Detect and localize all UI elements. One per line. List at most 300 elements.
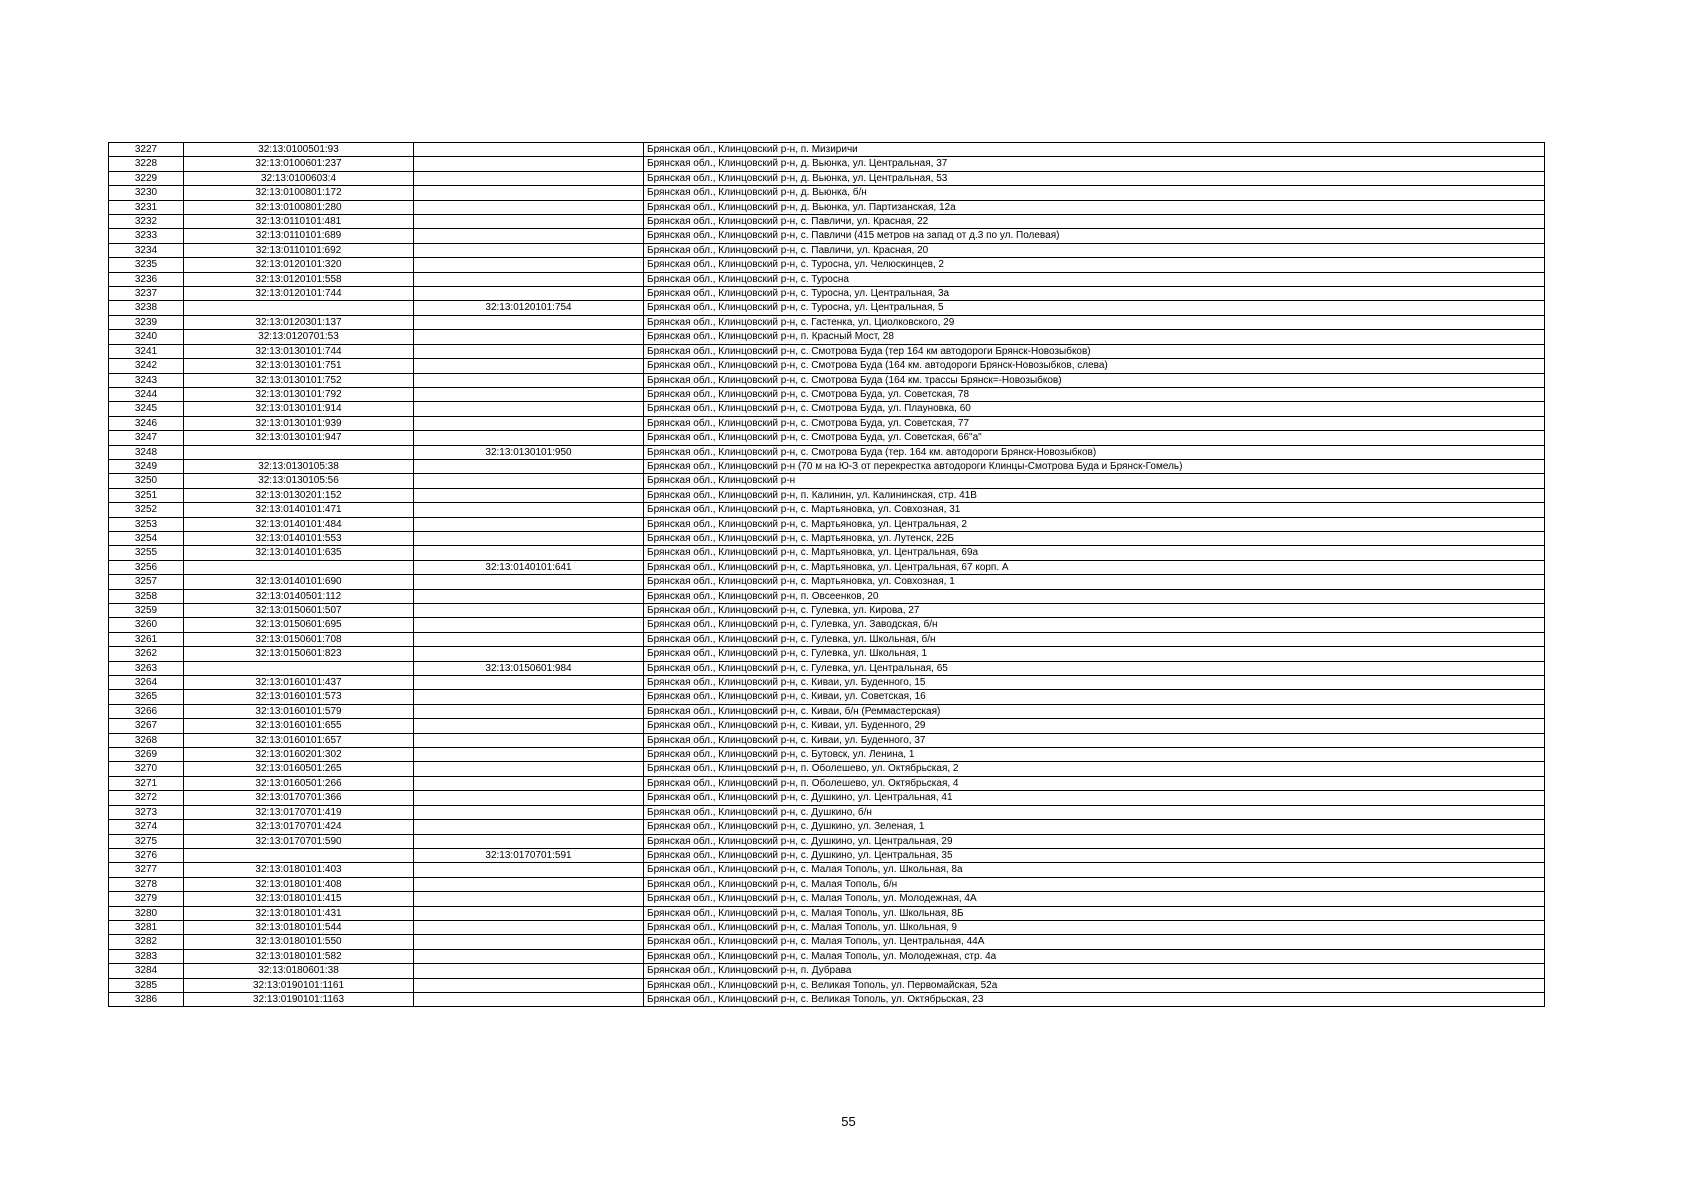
address-cell: Брянская обл., Клинцовский р-н, с. Душкино, ул. Центральная, 29	[644, 834, 1545, 848]
cadastral-number-alt-cell	[414, 748, 644, 762]
cadastral-number-alt-cell	[414, 344, 644, 358]
table-row	[109, 618, 1545, 632]
address-cell: Брянская обл., Клинцовский р-н, с. Малая Тополь, б/н	[644, 877, 1545, 891]
cadastral-number-alt-cell	[414, 157, 644, 171]
table-row	[109, 647, 1545, 661]
row-number-cell: 3283	[109, 949, 184, 963]
table-row	[109, 733, 1545, 747]
row-number-cell: 3261	[109, 632, 184, 646]
cadastral-number-alt-cell	[414, 171, 644, 185]
address-cell: Брянская обл., Клинцовский р-н, п. Красный Мост, 28	[644, 330, 1545, 344]
cadastral-number-cell: 32:13:0110101:481	[184, 215, 414, 229]
table-row	[109, 848, 1545, 862]
cadastral-number-cell: 32:13:0120701:53	[184, 330, 414, 344]
cadastral-number-cell: 32:13:0170701:419	[184, 805, 414, 819]
address-cell: Брянская обл., Клинцовский р-н, с. Мартьяновка, ул. Центральная, 67 корп. А	[644, 560, 1545, 574]
table-row	[109, 546, 1545, 560]
address-cell: Брянская обл., Клинцовский р-н, с. Туросна, ул. Челюскинцев, 2	[644, 258, 1545, 272]
address-cell: Брянская обл., Клинцовский р-н, с. Мартьяновка, ул. Центральная, 69а	[644, 546, 1545, 560]
table-row	[109, 431, 1545, 445]
row-number-cell: 3270	[109, 762, 184, 776]
row-number-cell: 3257	[109, 575, 184, 589]
cadastral-number-cell: 32:13:0160101:437	[184, 676, 414, 690]
cadastral-number-alt-cell	[414, 935, 644, 949]
address-cell: Брянская обл., Клинцовский р-н, с. Смотрова Буда, ул. Советская, 77	[644, 416, 1545, 430]
cadastral-number-alt-cell	[414, 892, 644, 906]
cadastral-number-alt-cell	[414, 474, 644, 488]
cadastral-number-alt-cell	[414, 820, 644, 834]
row-number-cell: 3263	[109, 661, 184, 675]
address-cell: Брянская обл., Клинцовский р-н, с. Гулевка, ул. Школьная, б/н	[644, 632, 1545, 646]
address-cell: Брянская обл., Клинцовский р-н, с. Душкино, б/н	[644, 805, 1545, 819]
cadastral-number-cell: 32:13:0120101:558	[184, 272, 414, 286]
cadastral-number-cell: 32:13:0130105:56	[184, 474, 414, 488]
table-row	[109, 229, 1545, 243]
table-row	[109, 387, 1545, 401]
table-row	[109, 143, 1545, 157]
row-number-cell: 3282	[109, 935, 184, 949]
address-cell: Брянская обл., Клинцовский р-н, с. Киваи, ул. Буденного, 37	[644, 733, 1545, 747]
address-cell: Брянская обл., Клинцовский р-н, с. Душкино, ул. Центральная, 35	[644, 848, 1545, 862]
cadastral-number-alt-cell: 32:13:0170701:591	[414, 848, 644, 862]
row-number-cell: 3252	[109, 503, 184, 517]
row-number-cell: 3246	[109, 416, 184, 430]
row-number-cell: 3275	[109, 834, 184, 848]
cadastral-number-alt-cell	[414, 215, 644, 229]
row-number-cell: 3273	[109, 805, 184, 819]
address-cell: Брянская обл., Клинцовский р-н, с. Смотрова Буда, ул. Советская, 66"а"	[644, 431, 1545, 445]
address-cell: Брянская обл., Клинцовский р-н, п. Мизиричи	[644, 143, 1545, 157]
cadastral-number-cell: 32:13:0180101:544	[184, 920, 414, 934]
row-number-cell: 3254	[109, 531, 184, 545]
row-number-cell: 3228	[109, 157, 184, 171]
row-number-cell: 3267	[109, 719, 184, 733]
cadastral-number-cell: 32:13:0100801:280	[184, 200, 414, 214]
cadastral-number-alt-cell	[414, 330, 644, 344]
address-cell: Брянская обл., Клинцовский р-н, с. Павличи, ул. Красная, 22	[644, 215, 1545, 229]
cadastral-number-alt-cell	[414, 531, 644, 545]
cadastral-number-cell: 32:13:0120101:744	[184, 287, 414, 301]
row-number-cell: 3249	[109, 459, 184, 473]
table-row	[109, 920, 1545, 934]
table-row	[109, 575, 1545, 589]
row-number-cell: 3243	[109, 373, 184, 387]
page-number: 55	[841, 1114, 856, 1129]
address-cell: Брянская обл., Клинцовский р-н, п. Овсеенков, 20	[644, 589, 1545, 603]
address-cell: Брянская обл., Клинцовский р-н, с. Киваи, ул. Буденного, 15	[644, 676, 1545, 690]
table-row	[109, 748, 1545, 762]
cadastral-number-cell	[184, 848, 414, 862]
cadastral-number-cell: 32:13:0130101:751	[184, 359, 414, 373]
table-row	[109, 531, 1545, 545]
cadastral-number-cell: 32:13:0150601:708	[184, 632, 414, 646]
row-number-cell: 3281	[109, 920, 184, 934]
table-row	[109, 834, 1545, 848]
table-row	[109, 359, 1545, 373]
cadastral-number-alt-cell	[414, 992, 644, 1006]
cadastral-number-alt-cell	[414, 373, 644, 387]
cadastral-number-alt-cell	[414, 877, 644, 891]
row-number-cell: 3266	[109, 704, 184, 718]
cadastral-number-alt-cell	[414, 920, 644, 934]
row-number-cell: 3259	[109, 604, 184, 618]
cadastral-number-alt-cell: 32:13:0150601:984	[414, 661, 644, 675]
cadastral-number-cell: 32:13:0100801:172	[184, 186, 414, 200]
cadastral-number-cell: 32:13:0190101:1163	[184, 992, 414, 1006]
cadastral-number-alt-cell	[414, 647, 644, 661]
cadastral-number-cell: 32:13:0140101:553	[184, 531, 414, 545]
table-row	[109, 243, 1545, 257]
row-number-cell: 3253	[109, 517, 184, 531]
row-number-cell: 3239	[109, 315, 184, 329]
address-cell: Брянская обл., Клинцовский р-н, с. Малая Тополь, ул. Молодежная, 4А	[644, 892, 1545, 906]
address-cell: Брянская обл., Клинцовский р-н, д. Вьюнка, ул. Партизанская, 12а	[644, 200, 1545, 214]
table-row	[109, 992, 1545, 1006]
address-cell: Брянская обл., Клинцовский р-н, с. Павличи (415 метров на запад от д.3 по ул. Полевая)	[644, 229, 1545, 243]
cadastral-number-cell: 32:13:0130105:38	[184, 459, 414, 473]
cadastral-number-alt-cell	[414, 906, 644, 920]
address-cell: Брянская обл., Клинцовский р-н, п. Оболешево, ул. Октябрьская, 2	[644, 762, 1545, 776]
cadastral-number-alt-cell: 32:13:0120101:754	[414, 301, 644, 315]
table-row	[109, 330, 1545, 344]
address-cell: Брянская обл., Клинцовский р-н	[644, 474, 1545, 488]
cadastral-number-cell: 32:13:0160101:579	[184, 704, 414, 718]
address-cell: Брянская обл., Клинцовский р-н, с. Туросна, ул. Центральная, 5	[644, 301, 1545, 315]
cadastral-number-cell: 32:13:0180101:415	[184, 892, 414, 906]
row-number-cell: 3227	[109, 143, 184, 157]
table-row	[109, 157, 1545, 171]
table-row	[109, 964, 1545, 978]
cadastral-number-alt-cell	[414, 359, 644, 373]
table-row	[109, 719, 1545, 733]
cadastral-number-cell: 32:13:0180101:431	[184, 906, 414, 920]
cadastral-number-cell: 32:13:0160101:655	[184, 719, 414, 733]
table-row	[109, 676, 1545, 690]
row-number-cell: 3229	[109, 171, 184, 185]
cadastral-number-cell: 32:13:0160501:265	[184, 762, 414, 776]
table-row	[109, 935, 1545, 949]
property-table	[108, 142, 1545, 1007]
table-row	[109, 776, 1545, 790]
cadastral-number-alt-cell	[414, 229, 644, 243]
row-number-cell: 3265	[109, 690, 184, 704]
cadastral-number-alt-cell	[414, 604, 644, 618]
address-cell: Брянская обл., Клинцовский р-н, д. Вьюнка, ул. Центральная, 37	[644, 157, 1545, 171]
cadastral-number-cell: 32:13:0130101:947	[184, 431, 414, 445]
table-row	[109, 215, 1545, 229]
address-cell: Брянская обл., Клинцовский р-н, с. Гастенка, ул. Циолковского, 29	[644, 315, 1545, 329]
cadastral-number-alt-cell	[414, 287, 644, 301]
table-row	[109, 704, 1545, 718]
row-number-cell: 3271	[109, 776, 184, 790]
table-row	[109, 906, 1545, 920]
cadastral-number-cell	[184, 445, 414, 459]
row-number-cell: 3286	[109, 992, 184, 1006]
table-row	[109, 589, 1545, 603]
table-row	[109, 445, 1545, 459]
cadastral-number-cell	[184, 661, 414, 675]
address-cell: Брянская обл., Клинцовский р-н, с. Гулевка, ул. Кирова, 27	[644, 604, 1545, 618]
cadastral-number-cell: 32:13:0130101:792	[184, 387, 414, 401]
row-number-cell: 3240	[109, 330, 184, 344]
table-row	[109, 200, 1545, 214]
cadastral-number-alt-cell	[414, 776, 644, 790]
row-number-cell: 3235	[109, 258, 184, 272]
cadastral-number-cell: 32:13:0100603:4	[184, 171, 414, 185]
row-number-cell: 3244	[109, 387, 184, 401]
table-row	[109, 373, 1545, 387]
address-cell: Брянская обл., Клинцовский р-н, с. Мартьяновка, ул. Центральная, 2	[644, 517, 1545, 531]
address-cell: Брянская обл., Клинцовский р-н, с. Бутовск, ул. Ленина, 1	[644, 748, 1545, 762]
cadastral-number-cell: 32:13:0170701:590	[184, 834, 414, 848]
row-number-cell: 3238	[109, 301, 184, 315]
cadastral-number-cell: 32:13:0180101:550	[184, 935, 414, 949]
cadastral-number-cell: 32:13:0140101:471	[184, 503, 414, 517]
table-row	[109, 892, 1545, 906]
address-cell: Брянская обл., Клинцовский р-н, с. Киваи, ул. Буденного, 29	[644, 719, 1545, 733]
table-row	[109, 517, 1545, 531]
row-number-cell: 3278	[109, 877, 184, 891]
cadastral-number-cell: 32:13:0180101:403	[184, 863, 414, 877]
cadastral-number-alt-cell	[414, 243, 644, 257]
cadastral-number-cell: 32:13:0160101:657	[184, 733, 414, 747]
cadastral-number-alt-cell: 32:13:0140101:641	[414, 560, 644, 574]
address-cell: Брянская обл., Клинцовский р-н (70 м на Ю-З от перекрестка автодороги Клинцы-Смотрова Буда и Брянск-Гомель)	[644, 459, 1545, 473]
cadastral-number-cell: 32:13:0150601:695	[184, 618, 414, 632]
row-number-cell: 3272	[109, 791, 184, 805]
row-number-cell: 3234	[109, 243, 184, 257]
table-row	[109, 171, 1545, 185]
cadastral-number-alt-cell	[414, 791, 644, 805]
cadastral-number-cell	[184, 301, 414, 315]
cadastral-number-cell: 32:13:0150601:823	[184, 647, 414, 661]
cadastral-number-cell: 32:13:0140501:112	[184, 589, 414, 603]
cadastral-number-cell: 32:13:0110101:692	[184, 243, 414, 257]
cadastral-number-alt-cell	[414, 733, 644, 747]
address-cell: Брянская обл., Клинцовский р-н, с. Мартьяновка, ул. Совхозная, 31	[644, 503, 1545, 517]
row-number-cell: 3230	[109, 186, 184, 200]
table-row	[109, 661, 1545, 675]
cadastral-number-alt-cell	[414, 200, 644, 214]
table-row	[109, 604, 1545, 618]
address-cell: Брянская обл., Клинцовский р-н, п. Дубрава	[644, 964, 1545, 978]
address-cell: Брянская обл., Клинцовский р-н, с. Мартьяновка, ул. Совхозная, 1	[644, 575, 1545, 589]
address-cell: Брянская обл., Клинцовский р-н, с. Малая Тополь, ул. Школьная, 8Б	[644, 906, 1545, 920]
cadastral-number-alt-cell	[414, 517, 644, 531]
address-cell: Брянская обл., Клинцовский р-н, с. Смотрова Буда (тер. 164 км. автодороги Брянск-Новозыбков)	[644, 445, 1545, 459]
row-number-cell: 3284	[109, 964, 184, 978]
table-row	[109, 877, 1545, 891]
address-cell: Брянская обл., Клинцовский р-н, с. Душкино, ул. Центральная, 41	[644, 791, 1545, 805]
row-number-cell: 3247	[109, 431, 184, 445]
cadastral-number-alt-cell	[414, 143, 644, 157]
cadastral-number-cell: 32:13:0130201:152	[184, 488, 414, 502]
table-row	[109, 287, 1545, 301]
cadastral-number-alt-cell	[414, 402, 644, 416]
table-row	[109, 315, 1545, 329]
address-cell: Брянская обл., Клинцовский р-н, с. Гулевка, ул. Заводская, б/н	[644, 618, 1545, 632]
row-number-cell: 3277	[109, 863, 184, 877]
table-row	[109, 762, 1545, 776]
cadastral-number-cell: 32:13:0130101:752	[184, 373, 414, 387]
address-cell: Брянская обл., Клинцовский р-н, д. Вьюнка, б/н	[644, 186, 1545, 200]
row-number-cell: 3260	[109, 618, 184, 632]
cadastral-number-alt-cell	[414, 503, 644, 517]
cadastral-number-alt-cell: 32:13:0130101:950	[414, 445, 644, 459]
cadastral-number-cell: 32:13:0170701:424	[184, 820, 414, 834]
cadastral-number-cell: 32:13:0120301:137	[184, 315, 414, 329]
address-cell: Брянская обл., Клинцовский р-н, с. Туросна, ул. Центральная, 3а	[644, 287, 1545, 301]
cadastral-number-cell: 32:13:0130101:744	[184, 344, 414, 358]
table-row	[109, 632, 1545, 646]
table-row	[109, 459, 1545, 473]
table-row	[109, 416, 1545, 430]
cadastral-number-cell: 32:13:0120101:320	[184, 258, 414, 272]
cadastral-number-alt-cell	[414, 589, 644, 603]
table-row	[109, 301, 1545, 315]
address-cell: Брянская обл., Клинцовский р-н, с. Гулевка, ул. Центральная, 65	[644, 661, 1545, 675]
table-row	[109, 805, 1545, 819]
cadastral-number-alt-cell	[414, 690, 644, 704]
cadastral-number-cell: 32:13:0160201:302	[184, 748, 414, 762]
address-cell: Брянская обл., Клинцовский р-н, д. Вьюнка, ул. Центральная, 53	[644, 171, 1545, 185]
address-cell: Брянская обл., Клинцовский р-н, с. Смотрова Буда, ул. Плауновка, 60	[644, 402, 1545, 416]
address-cell: Брянская обл., Клинцовский р-н, с. Малая Тополь, ул. Молодежная, стр. 4а	[644, 949, 1545, 963]
table-row	[109, 820, 1545, 834]
row-number-cell: 3233	[109, 229, 184, 243]
address-cell: Брянская обл., Клинцовский р-н, с. Смотрова Буда (164 км. автодороги Брянск-Новозыбков, слева)	[644, 359, 1545, 373]
table-row	[109, 560, 1545, 574]
address-cell: Брянская обл., Клинцовский р-н, с. Гулевка, ул. Школьная, 1	[644, 647, 1545, 661]
address-cell: Брянская обл., Клинцовский р-н, п. Оболешево, ул. Октябрьская, 4	[644, 776, 1545, 790]
cadastral-number-alt-cell	[414, 978, 644, 992]
cadastral-number-alt-cell	[414, 719, 644, 733]
cadastral-number-cell: 32:13:0180101:582	[184, 949, 414, 963]
cadastral-number-cell: 32:13:0130101:939	[184, 416, 414, 430]
row-number-cell: 3274	[109, 820, 184, 834]
cadastral-number-cell: 32:13:0190101:1161	[184, 978, 414, 992]
cadastral-number-alt-cell	[414, 964, 644, 978]
row-number-cell: 3264	[109, 676, 184, 690]
row-number-cell: 3248	[109, 445, 184, 459]
cadastral-number-cell	[184, 560, 414, 574]
cadastral-number-cell: 32:13:0170701:366	[184, 791, 414, 805]
cadastral-number-cell: 32:13:0140101:484	[184, 517, 414, 531]
cadastral-number-cell: 32:13:0130101:914	[184, 402, 414, 416]
table-row	[109, 690, 1545, 704]
cadastral-number-cell: 32:13:0140101:690	[184, 575, 414, 589]
address-cell: Брянская обл., Клинцовский р-н, с. Душкино, ул. Зеленая, 1	[644, 820, 1545, 834]
row-number-cell: 3236	[109, 272, 184, 286]
row-number-cell: 3255	[109, 546, 184, 560]
table-row	[109, 791, 1545, 805]
cadastral-number-cell: 32:13:0110101:689	[184, 229, 414, 243]
row-number-cell: 3280	[109, 906, 184, 920]
address-cell: Брянская обл., Клинцовский р-н, с. Малая Тополь, ул. Школьная, 9	[644, 920, 1545, 934]
row-number-cell: 3276	[109, 848, 184, 862]
row-number-cell: 3245	[109, 402, 184, 416]
cadastral-number-cell: 32:13:0160101:573	[184, 690, 414, 704]
address-cell: Брянская обл., Клинцовский р-н, с. Киваи, ул. Советская, 16	[644, 690, 1545, 704]
table-row	[109, 503, 1545, 517]
row-number-cell: 3256	[109, 560, 184, 574]
address-cell: Брянская обл., Клинцовский р-н, с. Смотрова Буда, ул. Советская, 78	[644, 387, 1545, 401]
cadastral-number-alt-cell	[414, 546, 644, 560]
table-row	[109, 474, 1545, 488]
address-cell: Брянская обл., Клинцовский р-н, с. Киваи, б/н (Реммастерская)	[644, 704, 1545, 718]
table-row	[109, 272, 1545, 286]
cadastral-number-cell: 32:13:0100501:93	[184, 143, 414, 157]
cadastral-number-alt-cell	[414, 676, 644, 690]
cadastral-number-alt-cell	[414, 575, 644, 589]
address-cell: Брянская обл., Клинцовский р-н, с. Великая Тополь, ул. Первомайская, 52а	[644, 978, 1545, 992]
cadastral-number-alt-cell	[414, 186, 644, 200]
cadastral-number-cell: 32:13:0140101:635	[184, 546, 414, 560]
row-number-cell: 3251	[109, 488, 184, 502]
address-cell: Брянская обл., Клинцовский р-н, с. Мартьяновка, ул. Лутенск, 22Б	[644, 531, 1545, 545]
table-row	[109, 978, 1545, 992]
address-cell: Брянская обл., Клинцовский р-н, с. Малая Тополь, ул. Школьная, 8а	[644, 863, 1545, 877]
row-number-cell: 3285	[109, 978, 184, 992]
table-row	[109, 186, 1545, 200]
cadastral-number-cell: 32:13:0100601:237	[184, 157, 414, 171]
address-cell: Брянская обл., Клинцовский р-н, с. Туросна	[644, 272, 1545, 286]
address-cell: Брянская обл., Клинцовский р-н, с. Смотрова Буда (тер 164 км автодороги Брянск-Новозыбков)	[644, 344, 1545, 358]
table-body	[109, 143, 1545, 1007]
address-cell: Брянская обл., Клинцовский р-н, п. Калинин, ул. Калининская, стр. 41В	[644, 488, 1545, 502]
cadastral-number-alt-cell	[414, 632, 644, 646]
cadastral-number-alt-cell	[414, 258, 644, 272]
table-row	[109, 863, 1545, 877]
cadastral-number-alt-cell	[414, 488, 644, 502]
row-number-cell: 3269	[109, 748, 184, 762]
cadastral-number-cell: 32:13:0180101:408	[184, 877, 414, 891]
row-number-cell: 3262	[109, 647, 184, 661]
row-number-cell: 3279	[109, 892, 184, 906]
cadastral-number-alt-cell	[414, 949, 644, 963]
cadastral-number-cell: 32:13:0150601:507	[184, 604, 414, 618]
cadastral-number-alt-cell	[414, 431, 644, 445]
cadastral-number-alt-cell	[414, 834, 644, 848]
table-row	[109, 402, 1545, 416]
cadastral-number-alt-cell	[414, 863, 644, 877]
cadastral-number-cell: 32:13:0160501:266	[184, 776, 414, 790]
address-cell: Брянская обл., Клинцовский р-н, с. Малая Тополь, ул. Центральная, 44А	[644, 935, 1545, 949]
cadastral-number-alt-cell	[414, 387, 644, 401]
cadastral-number-alt-cell	[414, 704, 644, 718]
row-number-cell: 3268	[109, 733, 184, 747]
row-number-cell: 3237	[109, 287, 184, 301]
cadastral-number-alt-cell	[414, 416, 644, 430]
cadastral-number-alt-cell	[414, 459, 644, 473]
cadastral-number-alt-cell	[414, 762, 644, 776]
cadastral-number-alt-cell	[414, 315, 644, 329]
cadastral-number-alt-cell	[414, 805, 644, 819]
row-number-cell: 3250	[109, 474, 184, 488]
table-row	[109, 258, 1545, 272]
row-number-cell: 3242	[109, 359, 184, 373]
row-number-cell: 3258	[109, 589, 184, 603]
table-row	[109, 949, 1545, 963]
cadastral-number-alt-cell	[414, 618, 644, 632]
table-row	[109, 488, 1545, 502]
cadastral-number-cell: 32:13:0180601:38	[184, 964, 414, 978]
row-number-cell: 3231	[109, 200, 184, 214]
cadastral-number-alt-cell	[414, 272, 644, 286]
table-row	[109, 344, 1545, 358]
row-number-cell: 3232	[109, 215, 184, 229]
address-cell: Брянская обл., Клинцовский р-н, с. Смотрова Буда (164 км. трассы Брянск=-Новозыбков)	[644, 373, 1545, 387]
